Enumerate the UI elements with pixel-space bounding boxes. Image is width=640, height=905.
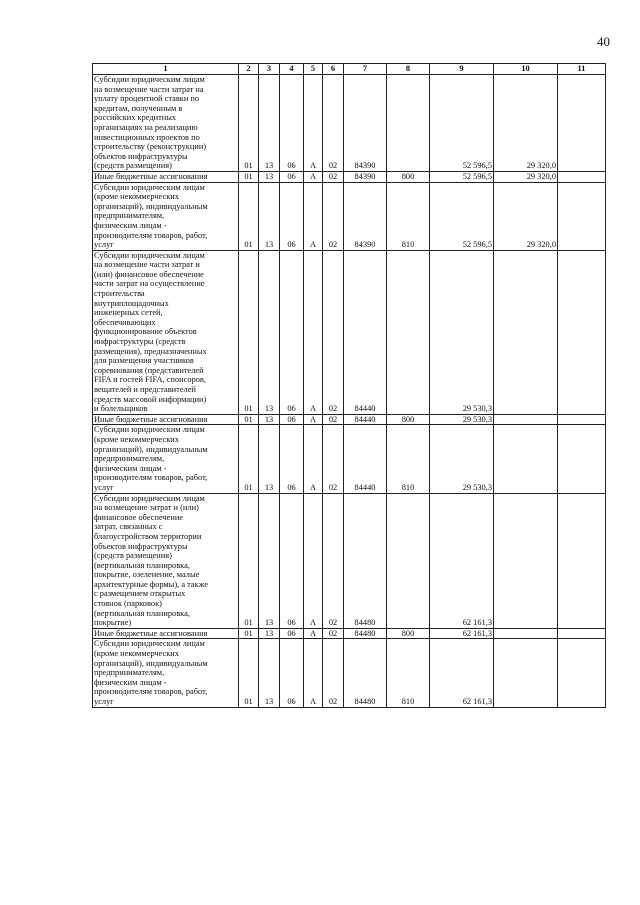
- cell-subprogram: А: [304, 250, 323, 414]
- cell-subprogram: А: [304, 628, 323, 639]
- cell-amount-2: 29 320,0: [494, 171, 558, 182]
- budget-table: [92, 63, 606, 708]
- cell-expense-type: 800: [387, 171, 430, 182]
- cell-amount-3: [558, 414, 606, 425]
- cell-expense-type: [387, 493, 430, 628]
- cell-subsection: 13: [259, 182, 280, 250]
- col-header: 3: [259, 64, 280, 75]
- cell-subsection: 13: [259, 425, 280, 493]
- cell-expense-type: 810: [387, 425, 430, 493]
- cell-target-code: 84480: [344, 628, 387, 639]
- col-header: 4: [280, 64, 304, 75]
- cell-direction: 02: [323, 250, 344, 414]
- cell-amount-3: [558, 425, 606, 493]
- cell-direction: 02: [323, 639, 344, 707]
- page-number: 40: [597, 34, 610, 49]
- cell-program: 06: [280, 639, 304, 707]
- cell-subprogram: А: [304, 75, 323, 172]
- cell-section: 01: [239, 250, 259, 414]
- row-name: Иные бюджетные ассигнования: [93, 171, 239, 182]
- col-header: 10: [494, 64, 558, 75]
- cell-expense-type: 800: [387, 628, 430, 639]
- cell-section: 01: [239, 628, 259, 639]
- cell-target-code: 84440: [344, 425, 387, 493]
- cell-program: 06: [280, 425, 304, 493]
- cell-amount-2: 29 320,0: [494, 182, 558, 250]
- table-row: [93, 639, 606, 707]
- cell-subsection: 13: [259, 171, 280, 182]
- cell-expense-type: 800: [387, 414, 430, 425]
- cell-direction: 02: [323, 75, 344, 172]
- cell-amount-3: [558, 182, 606, 250]
- cell-direction: 02: [323, 628, 344, 639]
- cell-expense-type: [387, 75, 430, 172]
- cell-program: 06: [280, 182, 304, 250]
- row-name: Субсидии юридическим лицам на возмещение части затрат на уплату процентной ставки по кредитам, полученным в российских кредитных организациях на реализацию инвестиционных проектов по строительству (реконструкции) объектов инфраструктуры (средств размещения): [93, 75, 239, 172]
- cell-target-code: 84480: [344, 493, 387, 628]
- cell-expense-type: 810: [387, 182, 430, 250]
- cell-section: 01: [239, 493, 259, 628]
- cell-amount-1: 62 161,3: [430, 639, 494, 707]
- row-name: Субсидии юридическим лицам (кроме некоммерческих организаций), индивидуальным предпринимателям, физическим лицам - производителям товаров, работ, услуг: [93, 425, 239, 493]
- cell-target-code: 84440: [344, 250, 387, 414]
- col-header: 7: [344, 64, 387, 75]
- cell-subprogram: А: [304, 425, 323, 493]
- col-header: 6: [323, 64, 344, 75]
- cell-amount-3: [558, 639, 606, 707]
- table-row: [93, 414, 606, 425]
- cell-amount-3: [558, 75, 606, 172]
- cell-target-code: 84480: [344, 639, 387, 707]
- cell-subsection: 13: [259, 250, 280, 414]
- cell-amount-2: [494, 425, 558, 493]
- cell-section: 01: [239, 171, 259, 182]
- table-row: [93, 493, 606, 628]
- row-name: Иные бюджетные ассигнования: [93, 414, 239, 425]
- cell-program: 06: [280, 414, 304, 425]
- cell-direction: 02: [323, 182, 344, 250]
- cell-direction: 02: [323, 425, 344, 493]
- cell-subprogram: А: [304, 493, 323, 628]
- cell-section: 01: [239, 639, 259, 707]
- cell-section: 01: [239, 182, 259, 250]
- cell-amount-1: 52 596,5: [430, 182, 494, 250]
- col-header: 5: [304, 64, 323, 75]
- cell-amount-3: [558, 250, 606, 414]
- cell-target-code: 84440: [344, 414, 387, 425]
- col-header: 2: [239, 64, 259, 75]
- cell-subsection: 13: [259, 75, 280, 172]
- cell-subsection: 13: [259, 414, 280, 425]
- cell-amount-1: 62 161,3: [430, 493, 494, 628]
- cell-direction: 02: [323, 493, 344, 628]
- header-row: [93, 64, 606, 75]
- col-header: 9: [430, 64, 494, 75]
- cell-subsection: 13: [259, 493, 280, 628]
- cell-amount-3: [558, 171, 606, 182]
- cell-program: 06: [280, 171, 304, 182]
- table-row: [93, 171, 606, 182]
- cell-subprogram: А: [304, 639, 323, 707]
- cell-amount-1: 29 530,3: [430, 250, 494, 414]
- cell-amount-1: 62 161,3: [430, 628, 494, 639]
- table-row: [93, 182, 606, 250]
- cell-amount-2: [494, 414, 558, 425]
- table-row: [93, 75, 606, 172]
- cell-amount-2: 29 320,0: [494, 75, 558, 172]
- cell-program: 06: [280, 628, 304, 639]
- cell-amount-2: [494, 639, 558, 707]
- cell-section: 01: [239, 75, 259, 172]
- row-name: Субсидии юридическим лицам (кроме некоммерческих организаций), индивидуальным предпринимателям, физическим лицам - производителям товаров, работ, услуг: [93, 639, 239, 707]
- col-header: 1: [93, 64, 239, 75]
- row-name: Иные бюджетные ассигнования: [93, 628, 239, 639]
- cell-subprogram: А: [304, 182, 323, 250]
- cell-subprogram: А: [304, 414, 323, 425]
- cell-amount-3: [558, 628, 606, 639]
- cell-amount-2: [494, 250, 558, 414]
- cell-target-code: 84390: [344, 171, 387, 182]
- table-row: [93, 628, 606, 639]
- cell-direction: 02: [323, 414, 344, 425]
- cell-direction: 02: [323, 171, 344, 182]
- cell-amount-1: 29 530,3: [430, 414, 494, 425]
- cell-amount-1: 52 596,5: [430, 75, 494, 172]
- row-name: Субсидии юридическим лицам на возмещение затрат и (или) финансовое обеспечение затрат, связанных с благоустройством территории объектов инфраструктуры (средств размещения) (вертикальная планировка, покрытие, озеленение, малые архитектурные формы), а также с размещением открытых стоянок (парковок) (вертикальная планировка, покрытие): [93, 493, 239, 628]
- cell-subprogram: А: [304, 171, 323, 182]
- cell-target-code: 84390: [344, 182, 387, 250]
- cell-amount-2: [494, 493, 558, 628]
- cell-subsection: 13: [259, 639, 280, 707]
- table-row: [93, 250, 606, 414]
- row-name: Субсидии юридическим лицам (кроме некоммерческих организаций), индивидуальным предпринимателям, физическим лицам - производителям товаров, работ, услуг: [93, 182, 239, 250]
- cell-program: 06: [280, 250, 304, 414]
- cell-amount-1: 29 530,3: [430, 425, 494, 493]
- table-row: [93, 425, 606, 493]
- cell-section: 01: [239, 414, 259, 425]
- cell-expense-type: 810: [387, 639, 430, 707]
- cell-target-code: 84390: [344, 75, 387, 172]
- col-header: 11: [558, 64, 606, 75]
- row-name: Субсидии юридическим лицам на возмещение части затрат и (или) финансовое обеспечение части затрат на осуществление строительства внутриплощадочных инженерных сетей, обеспечивающих функционирование объектов инфраструктуры (средств размещения), предназначенных для размещения участников соревнования (представителей FIFA и гостей FIFA, спонсоров, вещателей и представителей средств массовой информации) и болельщиков: [93, 250, 239, 414]
- cell-amount-3: [558, 493, 606, 628]
- cell-subsection: 13: [259, 628, 280, 639]
- cell-amount-1: 52 596,5: [430, 171, 494, 182]
- cell-amount-2: [494, 628, 558, 639]
- cell-program: 06: [280, 493, 304, 628]
- cell-program: 06: [280, 75, 304, 172]
- col-header: 8: [387, 64, 430, 75]
- cell-section: 01: [239, 425, 259, 493]
- cell-expense-type: [387, 250, 430, 414]
